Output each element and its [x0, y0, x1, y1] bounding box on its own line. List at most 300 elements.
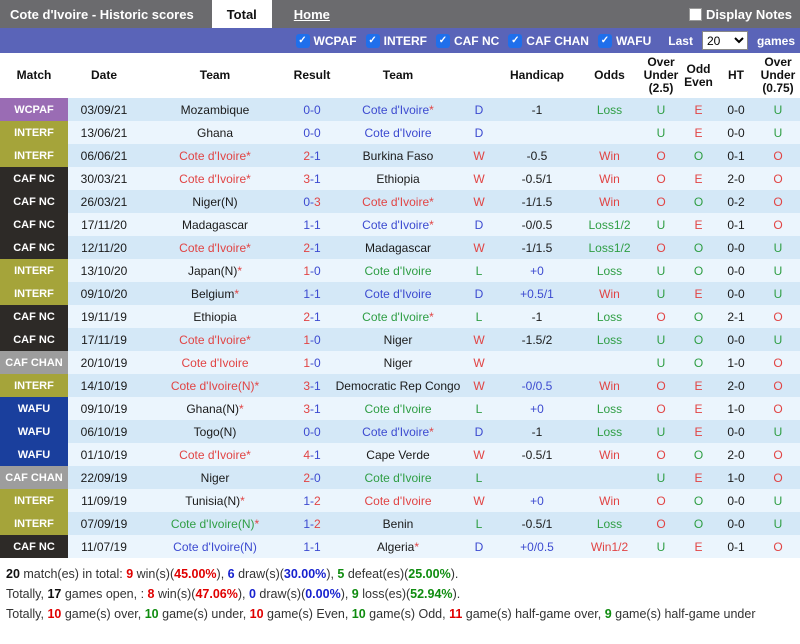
match-date: 14/10/19 [68, 374, 140, 397]
over-under-0-75: O [756, 443, 800, 466]
match-result: 1-0 [290, 259, 334, 282]
table-header-row [0, 53, 800, 98]
summary-segment: ). [452, 587, 461, 601]
odds-result: Win [578, 489, 641, 512]
odd-even: O [681, 236, 716, 259]
match-row [0, 213, 800, 236]
team-right: Niger [334, 328, 462, 351]
odds-result: Win [578, 144, 641, 167]
display-notes-toggle[interactable] [689, 7, 792, 22]
team-left: Cote d'Ivoire* [140, 443, 290, 466]
over-under-0-75: U [756, 121, 800, 144]
half-time-score: 0-0 [716, 489, 756, 512]
summary-segment: 10 [144, 607, 159, 621]
summary-segment: 20 [6, 567, 20, 581]
handicap-value: -1/1.5 [496, 236, 578, 259]
team-right: Cote d'Ivoire* [334, 98, 462, 121]
display-notes-checkbox[interactable] [689, 8, 702, 21]
handicap-value [496, 121, 578, 144]
summary-footer [0, 558, 800, 624]
match-competition-badge: CAF NC [0, 167, 68, 190]
result-letter: W [462, 443, 496, 466]
over-under-2-5: O [641, 144, 681, 167]
over-under-0-75: U [756, 98, 800, 121]
home-star-icon: * [429, 309, 434, 324]
match-competition-badge: CAF NC [0, 305, 68, 328]
team-right: Cote d'Ivoire [334, 121, 462, 144]
odds-result [578, 351, 641, 374]
over-under-0-75: O [756, 144, 800, 167]
result-letter: W [462, 144, 496, 167]
team-right: Cote d'Ivoire [334, 466, 462, 489]
match-competition-badge: WAFU [0, 397, 68, 420]
match-result: 3-1 [290, 167, 334, 190]
summary-line-1 [6, 564, 800, 584]
match-result: 1-2 [290, 489, 334, 512]
odd-even: E [681, 420, 716, 443]
match-result: 1-0 [290, 351, 334, 374]
match-date: 01/10/19 [68, 443, 140, 466]
filter-competition-caf-chan[interactable] [508, 34, 589, 48]
filter-competition-interf[interactable] [366, 34, 427, 48]
team-right: Cote d'Ivoire [334, 489, 462, 512]
odds-result: Win1/2 [578, 535, 641, 558]
team-left: Togo(N) [140, 420, 290, 443]
games-label: games [756, 33, 795, 48]
odd-even: E [681, 397, 716, 420]
half-time-score: 0-1 [716, 213, 756, 236]
over-under-2-5: U [641, 213, 681, 236]
filter-competition-label: CAF CHAN [526, 33, 589, 48]
team-left: Cote d'Ivoire* [140, 236, 290, 259]
summary-segment: defeat(es)( [344, 567, 409, 581]
team-right: Algeria* [334, 535, 462, 558]
match-result: 1-1 [290, 282, 334, 305]
handicap-value [496, 351, 578, 374]
column-header-team: Team [334, 53, 462, 98]
match-row [0, 397, 800, 420]
team-left: Cote d'Ivoire* [140, 167, 290, 190]
team-left: Cote d'Ivoire(N)* [140, 374, 290, 397]
match-competition-badge: WCPAF [0, 98, 68, 121]
column-header-ht: HT [716, 53, 756, 98]
filter-competition-caf-nc[interactable] [436, 34, 499, 48]
match-competition-badge: CAF NC [0, 535, 68, 558]
handicap-value: -1/1.5 [496, 190, 578, 213]
filter-competition-label: WAFU [615, 33, 652, 48]
last-games-select[interactable] [702, 31, 748, 50]
match-date: 06/06/21 [68, 144, 140, 167]
match-competition-badge: WAFU [0, 420, 68, 443]
handicap-value: +0 [496, 397, 578, 420]
over-under-0-75: U [756, 282, 800, 305]
summary-segment: game(s) over, [61, 607, 145, 621]
summary-segment: ), [340, 587, 352, 601]
column-header-over-under-0.75-: Over Under (0.75) [756, 53, 800, 98]
over-under-0-75: O [756, 167, 800, 190]
odds-result: Loss [578, 512, 641, 535]
summary-segment: Totally, [6, 607, 48, 621]
match-row [0, 535, 800, 558]
match-result: 3-1 [290, 397, 334, 420]
match-date: 11/09/19 [68, 489, 140, 512]
tab-total[interactable]: Total [212, 0, 272, 28]
half-time-score: 2-1 [716, 305, 756, 328]
handicap-value: -1 [496, 420, 578, 443]
half-time-score: 0-0 [716, 328, 756, 351]
team-right: Ethiopia [334, 167, 462, 190]
match-date: 19/11/19 [68, 305, 140, 328]
handicap-value: -0.5/1 [496, 167, 578, 190]
match-date: 17/11/19 [68, 328, 140, 351]
half-time-score: 0-2 [716, 190, 756, 213]
result-letter: D [462, 213, 496, 236]
odd-even: E [681, 213, 716, 236]
odd-even: O [681, 328, 716, 351]
over-under-2-5: U [641, 328, 681, 351]
over-under-2-5: U [641, 121, 681, 144]
odds-result: Loss [578, 259, 641, 282]
summary-segment: ). [450, 567, 459, 581]
half-time-score: 0-1 [716, 144, 756, 167]
match-row [0, 420, 800, 443]
match-row [0, 443, 800, 466]
match-competition-badge: INTERF [0, 282, 68, 305]
odd-even: O [681, 351, 716, 374]
result-letter: L [462, 259, 496, 282]
half-time-score: 0-0 [716, 236, 756, 259]
home-star-icon: * [429, 424, 434, 439]
filter-competitions [296, 34, 652, 48]
over-under-0-75: O [756, 374, 800, 397]
team-left: Cote d'Ivoire(N) [140, 535, 290, 558]
over-under-0-75: O [756, 351, 800, 374]
match-row [0, 98, 800, 121]
column-header-match: Match [0, 53, 68, 98]
handicap-value: +0.5/1 [496, 282, 578, 305]
home-star-icon: * [240, 493, 245, 508]
team-left: Japan(N)* [140, 259, 290, 282]
match-date: 17/11/20 [68, 213, 140, 236]
handicap-value: +0 [496, 259, 578, 282]
team-right: Cote d'Ivoire* [334, 305, 462, 328]
match-row [0, 374, 800, 397]
over-under-0-75: O [756, 213, 800, 236]
checkbox-checked-icon[interactable]: ✓ [366, 34, 380, 48]
match-competition-badge: CAF NC [0, 213, 68, 236]
match-result: 1-2 [290, 512, 334, 535]
home-star-icon: * [429, 194, 434, 209]
match-result: 3-1 [290, 374, 334, 397]
half-time-score: 2-0 [716, 443, 756, 466]
half-time-score: 0-0 [716, 282, 756, 305]
summary-segment: 6 [227, 567, 235, 581]
match-result: 1-1 [290, 213, 334, 236]
over-under-2-5: U [641, 535, 681, 558]
filter-competition-label: CAF NC [453, 33, 500, 48]
over-under-0-75: U [756, 489, 800, 512]
handicap-value: +0 [496, 489, 578, 512]
result-letter: D [462, 420, 496, 443]
team-left: Cote d'Ivoire* [140, 328, 290, 351]
summary-segment: 30.00% [283, 567, 327, 581]
handicap-value: -1 [496, 305, 578, 328]
team-right: Cape Verde [334, 443, 462, 466]
odds-result [578, 466, 641, 489]
summary-segment: ), [216, 567, 228, 581]
team-right: Madagascar [334, 236, 462, 259]
match-date: 11/07/19 [68, 535, 140, 558]
over-under-0-75: O [756, 397, 800, 420]
summary-segment: loss(es)( [358, 587, 411, 601]
team-right: Cote d'Ivoire* [334, 420, 462, 443]
over-under-2-5: U [641, 351, 681, 374]
summary-segment: 11 [449, 607, 463, 621]
result-letter: W [462, 236, 496, 259]
team-left: Cote d'Ivoire [140, 351, 290, 374]
match-row [0, 489, 800, 512]
match-row [0, 351, 800, 374]
over-under-2-5: U [641, 420, 681, 443]
match-date: 30/03/21 [68, 167, 140, 190]
summary-segment: game(s) half-game under [611, 607, 756, 621]
team-right: Benin [334, 512, 462, 535]
match-row [0, 259, 800, 282]
match-date: 09/10/19 [68, 397, 140, 420]
half-time-score: 1-0 [716, 397, 756, 420]
match-competition-badge: CAF CHAN [0, 351, 68, 374]
team-right: Cote d'Ivoire [334, 397, 462, 420]
handicap-value: -1.5/2 [496, 328, 578, 351]
match-row [0, 466, 800, 489]
odds-result: Loss [578, 328, 641, 351]
result-letter: W [462, 167, 496, 190]
match-date: 22/09/19 [68, 466, 140, 489]
column-header-date: Date [68, 53, 140, 98]
match-competition-badge: INTERF [0, 121, 68, 144]
odds-result: Loss1/2 [578, 213, 641, 236]
result-letter: L [462, 397, 496, 420]
summary-segment: win(s)( [154, 587, 196, 601]
over-under-0-75: U [756, 328, 800, 351]
home-star-icon: * [429, 217, 434, 232]
match-date: 13/10/20 [68, 259, 140, 282]
odds-result: Win [578, 190, 641, 213]
handicap-value [496, 466, 578, 489]
match-date: 06/10/19 [68, 420, 140, 443]
result-letter: L [462, 305, 496, 328]
over-under-0-75: U [756, 420, 800, 443]
summary-segment: 10 [47, 607, 62, 621]
result-letter: W [462, 374, 496, 397]
match-result: 0-3 [290, 190, 334, 213]
match-date: 09/10/20 [68, 282, 140, 305]
page-title: Cote d'Ivoire - Historic scores [10, 6, 194, 22]
over-under-2-5: O [641, 374, 681, 397]
summary-line-2 [6, 584, 800, 604]
match-row [0, 328, 800, 351]
team-left: Ethiopia [140, 305, 290, 328]
odds-result: Loss [578, 305, 641, 328]
odd-even: O [681, 305, 716, 328]
match-result: 2-1 [290, 144, 334, 167]
match-date: 20/10/19 [68, 351, 140, 374]
result-letter: W [462, 351, 496, 374]
home-star-icon: * [254, 516, 260, 531]
home-star-icon: * [239, 401, 244, 416]
team-left: Cote d'Ivoire(N)* [140, 512, 290, 535]
summary-segment: ), [326, 567, 338, 581]
odds-result: Loss1/2 [578, 236, 641, 259]
match-competition-badge: CAF NC [0, 190, 68, 213]
summary-segment: 45.00% [174, 567, 217, 581]
team-left: Niger [140, 466, 290, 489]
match-date: 12/11/20 [68, 236, 140, 259]
odd-even: O [681, 443, 716, 466]
column-header-team: Team [140, 53, 290, 98]
over-under-0-75: O [756, 535, 800, 558]
match-row [0, 512, 800, 535]
summary-segment: ), [237, 587, 249, 601]
match-competition-badge: CAF NC [0, 328, 68, 351]
summary-segment: draw(s)( [255, 587, 306, 601]
over-under-2-5: O [641, 190, 681, 213]
team-left: Cote d'Ivoire* [140, 144, 290, 167]
odd-even: O [681, 259, 716, 282]
checkbox-checked-icon[interactable]: ✓ [508, 34, 522, 48]
table-body [0, 98, 800, 558]
odds-result: Loss [578, 397, 641, 420]
match-result: 0-0 [290, 420, 334, 443]
match-competition-badge: WAFU [0, 443, 68, 466]
team-left: Niger(N) [140, 190, 290, 213]
result-letter: W [462, 328, 496, 351]
over-under-0-75: O [756, 466, 800, 489]
match-result: 0-0 [290, 98, 334, 121]
team-left: Madagascar [140, 213, 290, 236]
checkbox-checked-icon[interactable]: ✓ [296, 34, 310, 48]
home-star-icon: * [246, 240, 251, 255]
match-competition-badge: INTERF [0, 489, 68, 512]
summary-segment: 9 [126, 567, 134, 581]
over-under-0-75: U [756, 236, 800, 259]
home-star-icon: * [246, 171, 251, 186]
summary-segment: game(s) under, [158, 607, 250, 621]
odds-result: Win [578, 374, 641, 397]
summary-segment: game(s) Odd, [365, 607, 450, 621]
match-date: 13/06/21 [68, 121, 140, 144]
summary-segment: draw(s)( [234, 567, 284, 581]
odds-result: Win [578, 282, 641, 305]
filter-competition-wcpaf[interactable] [296, 34, 357, 48]
match-result: 0-0 [290, 121, 334, 144]
match-competition-badge: INTERF [0, 144, 68, 167]
match-result: 2-0 [290, 466, 334, 489]
summary-segment: game(s) half-game over, [462, 607, 605, 621]
result-letter: L [462, 466, 496, 489]
summary-segment: Totally, [6, 587, 48, 601]
odds-result [578, 121, 641, 144]
over-under-2-5: O [641, 512, 681, 535]
team-right: Cote d'Ivoire [334, 259, 462, 282]
half-time-score: 0-0 [716, 259, 756, 282]
half-time-score: 2-0 [716, 374, 756, 397]
over-under-0-75: U [756, 512, 800, 535]
match-result: 1-0 [290, 328, 334, 351]
odd-even: O [681, 190, 716, 213]
result-letter: W [462, 190, 496, 213]
column-header-result: Result [290, 53, 334, 98]
checkbox-checked-icon[interactable]: ✓ [598, 34, 612, 48]
match-result: 2-1 [290, 305, 334, 328]
handicap-value: -0.5/1 [496, 443, 578, 466]
team-left: Mozambique [140, 98, 290, 121]
over-under-0-75: O [756, 305, 800, 328]
summary-segment: 47.06% [195, 587, 238, 601]
odd-even: O [681, 512, 716, 535]
over-under-2-5: U [641, 466, 681, 489]
over-under-2-5: O [641, 236, 681, 259]
summary-line-3 [6, 604, 800, 624]
last-label: Last [668, 33, 693, 48]
over-under-2-5: U [641, 282, 681, 305]
home-star-icon: * [246, 332, 251, 347]
match-row [0, 190, 800, 213]
summary-segment: 8 [147, 587, 155, 601]
over-under-0-75: U [756, 259, 800, 282]
odd-even: E [681, 121, 716, 144]
filter-competition-label: INTERF [383, 33, 427, 48]
odd-even: E [681, 167, 716, 190]
handicap-value: -0.5/1 [496, 512, 578, 535]
match-competition-badge: INTERF [0, 374, 68, 397]
checkbox-checked-icon[interactable]: ✓ [436, 34, 450, 48]
team-right: Cote d'Ivoire [334, 282, 462, 305]
over-under-2-5: O [641, 397, 681, 420]
half-time-score: 0-0 [716, 121, 756, 144]
team-left: Belgium* [140, 282, 290, 305]
match-competition-badge: CAF NC [0, 236, 68, 259]
home-star-icon: * [254, 378, 260, 393]
result-letter: D [462, 121, 496, 144]
home-star-icon: * [234, 286, 240, 301]
team-left: Tunisia(N)* [140, 489, 290, 512]
display-notes-label: Display Notes [706, 6, 792, 22]
handicap-value: -0/0.5 [496, 213, 578, 236]
summary-segment: 52.94% [410, 587, 453, 601]
filter-bar [0, 28, 800, 53]
odds-result: Win [578, 443, 641, 466]
team-right: Burkina Faso [334, 144, 462, 167]
handicap-value: -0/0.5 [496, 374, 578, 397]
tab-home[interactable]: Home [293, 6, 330, 22]
summary-segment: games open, : [61, 587, 148, 601]
match-competition-badge: CAF CHAN [0, 466, 68, 489]
match-row [0, 305, 800, 328]
result-letter: D [462, 98, 496, 121]
summary-segment: match(es) in total: [19, 567, 127, 581]
team-right: Democratic Rep Congo [334, 374, 462, 397]
half-time-score: 1-0 [716, 466, 756, 489]
half-time-score: 0-0 [716, 420, 756, 443]
odd-even: E [681, 282, 716, 305]
column-header-odds: Odds [578, 53, 641, 98]
summary-segment: 10 [249, 607, 264, 621]
filter-competition-wafu[interactable] [598, 34, 651, 48]
column-header-handicap: Handicap [496, 53, 578, 98]
handicap-value: -1 [496, 98, 578, 121]
match-row [0, 121, 800, 144]
